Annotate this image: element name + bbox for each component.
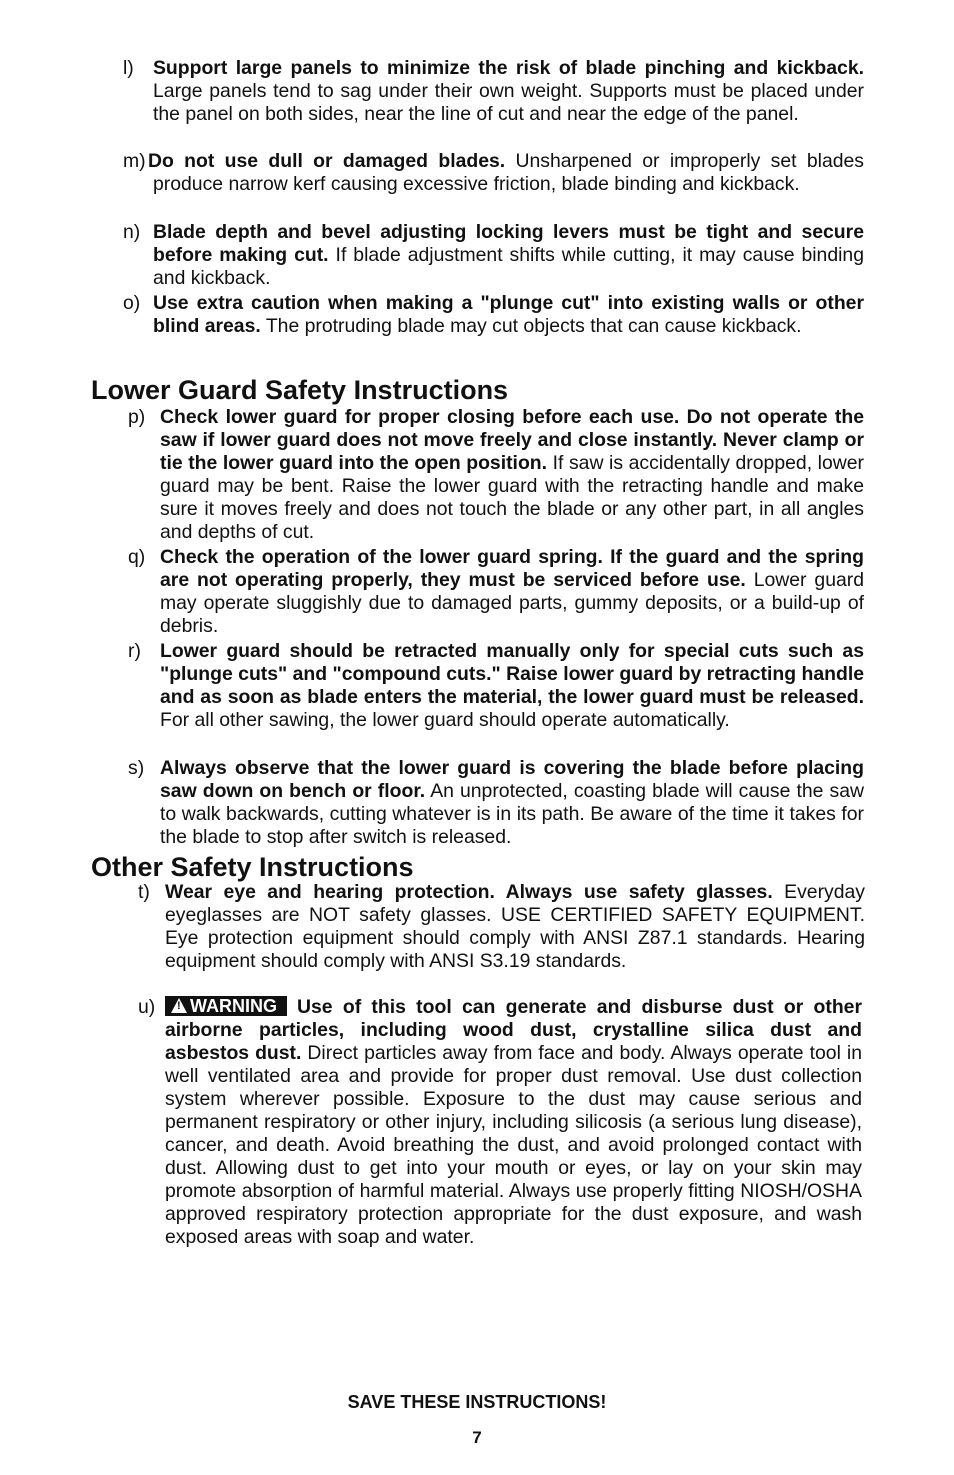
section-heading-other: Other Safety Instructions	[91, 852, 414, 882]
item-bold-text: Do not use dull or damaged blades.	[148, 150, 506, 172]
warning-triangle-icon	[171, 998, 187, 1013]
item-bold-text: Always observe that the lower guard is covering the blade before placing saw down on bench or floor.	[160, 757, 864, 802]
warning-badge-label: WARNING	[190, 996, 277, 1016]
item-bold-text: Blade depth and bevel adjusting locking levers must be tight and secure before making cut.	[153, 221, 864, 266]
instruction-item-s	[128, 757, 864, 849]
item-label: t)	[138, 881, 150, 903]
item-label: m)	[123, 150, 146, 172]
item-label: u)	[138, 996, 156, 1018]
instruction-item-q	[128, 546, 864, 638]
item-label: l)	[123, 57, 134, 79]
item-body-text: If saw is accidentally dropped, lower guard may be bent. Raise the lower guard with the retracting handle and make sure it moves freely and does not touch the blade or any other part, in all angles and depths of cut.	[160, 452, 864, 543]
item-body-text: Direct particles away from face and body. Always operate tool in well ventilated area and provide for proper dust removal. Use dust collection system wherever possible. Exposure to the dust may cause serious and permanent respiratory or other injury, including silicosis (a serious lung disease), cancer, and death. Avoid breathing the dust, and avoid prolonged contact with dust. Allowing dust to get into your mouth or eyes, or lay on your skin may promote absorption of harmful material. Always use properly fitting NIOSH/OSHA approved respiratory protection appropriate for the dust exposure, and wash exposed areas with soap and water.	[165, 1042, 862, 1248]
item-body-text: Unsharpened or improperly set blades produce narrow kerf causing excessive friction, blade binding and kickback.	[153, 150, 864, 195]
warning-badge	[165, 996, 287, 1016]
item-body-text: Everyday eyeglasses are NOT safety glasses. USE CERTIFIED SAFETY EQUIPMENT. Eye protection equipment should comply with ANSI Z87.1 standards. Hearing equipment should comply with ANSI S3.19 standards.	[165, 881, 866, 972]
item-bold-text: Support large panels to minimize the risk of blade pinching and kickback.	[153, 57, 864, 79]
item-body-text: If blade adjustment shifts while cutting, it may cause binding and kickback.	[153, 244, 864, 289]
section-heading-lower-guard: Lower Guard Safety Instructions	[91, 375, 509, 405]
instruction-item-m	[123, 150, 864, 196]
item-label: q)	[128, 546, 146, 568]
item-body-text: The protruding blade may cut objects that can cause kickback.	[260, 315, 802, 337]
page-number: 7	[472, 1428, 482, 1447]
item-body-text: Large panels tend to sag under their own weight. Supports must be placed under the panel on both sides, near the line of cut and near the edge of the panel.	[153, 80, 864, 125]
item-bold-text: Check lower guard for proper closing before each use. Do not operate the saw if lower guard does not move freely and close instantly. Never clamp or tie the lower guard into the open position.	[160, 406, 864, 474]
instruction-item-l	[123, 57, 864, 126]
instruction-item-n	[123, 221, 864, 290]
item-bold-text: Lower guard should be retracted manually only for special cuts such as "plunge cuts" and "compound cuts." Raise lower guard by retracting handle and as soon as blade enters the material, the lower guard must be released.	[160, 640, 864, 708]
item-bold-text: Use of this tool can generate and disburse dust or other airborne particles, including wood dust, crystalline silica dust and asbestos dust.	[165, 996, 862, 1064]
instruction-item-p	[128, 406, 864, 544]
instruction-item-u	[138, 996, 862, 1249]
item-body-text: An unprotected, coasting blade will cause the saw to walk backwards, cutting whatever is in its path. Be aware of the time it takes for the blade to stop after switch is released.	[160, 780, 864, 848]
item-bold-text: Wear eye and hearing protection. Always use safety glasses.	[165, 881, 773, 903]
instruction-item-o	[123, 292, 864, 338]
item-label: p)	[128, 406, 146, 428]
item-label: r)	[128, 640, 141, 662]
item-bold-text: Use extra caution when making a "plunge cut" into existing walls or other blind areas.	[153, 292, 864, 337]
item-bold-text: Check the operation of the lower guard spring. If the guard and the spring are not operating properly, they must be serviced before use.	[160, 546, 864, 591]
item-body-text: For all other sawing, the lower guard should operate automatically.	[160, 709, 730, 731]
item-label: n)	[123, 221, 141, 243]
instruction-item-r	[128, 640, 864, 732]
item-body-text: Lower guard may operate sluggishly due to damaged parts, gummy deposits, or a build-up of debris.	[160, 569, 864, 637]
instruction-item-t	[138, 881, 866, 973]
item-label: s)	[128, 757, 145, 779]
item-label: o)	[123, 292, 141, 314]
save-instructions-footer: SAVE THESE INSTRUCTIONS!	[347, 1392, 607, 1412]
